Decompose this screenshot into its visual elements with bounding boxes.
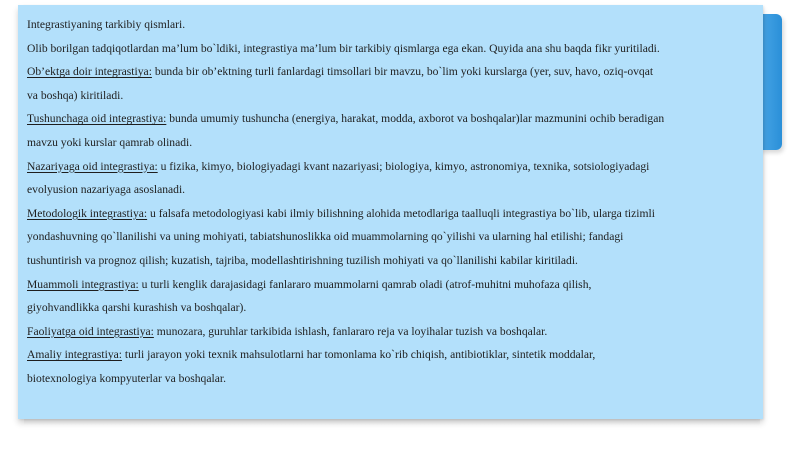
term-metodologik: Metodologik integrastiya: — [27, 206, 148, 220]
content-panel — [18, 5, 763, 419]
item-metodologik-line-2: yondashuvning qo`llanilishi va uning mohiyati, tabiatshunoslikka oid muammolarning qo`yilishi va ularning hal etilishi; fandagi — [27, 230, 624, 244]
item-muammoli-line-2: giyohvandlikka qarshi kurashish va boshqalar). — [27, 301, 247, 315]
item-objekt-line-1: Ob’ektga doir integrastiya: bunda bir ob’ektning turli fanlardagi timsollari bir mavzu, bo`lim yoki kurslarga (yer, suv, havo, oziq-ovqat — [27, 65, 654, 79]
item-tushuncha-line-2: mavzu yoki kurslar qamrab olinadi. — [27, 135, 193, 149]
term-amaliy: Amaliy integrastiya: — [27, 348, 122, 362]
item-metodologik-line-3: tushuntirish va prognoz qilish; kuzatish, tajriba, modellashtirishning tuzilish mohiyati va qo`llanilishi kabilar kiritiladi. — [27, 253, 578, 267]
item-metodologik-line-1: Metodologik integrastiya: u falsafa metodologiyasi kabi ilmiy bilishning alohida metodlariga taalluqli integrastiya bo`lib, ularga tizimli — [27, 206, 655, 220]
panel-shadow — [24, 419, 760, 425]
term-faoliyat: Faoliyatga oid integrastiya: — [27, 324, 154, 338]
decorative-tab — [760, 14, 782, 150]
item-nazariya-line-1: Nazariyaga oid integrastiya: u fizika, kimyo, biologiyadagi kvant nazariyasi; biologiya, kimyo, astronomiya, texnika, sotsiologiyadagi — [27, 159, 650, 173]
item-amaliy-line-2: biotexnologiya kompyuterlar va boshqalar. — [27, 371, 226, 385]
term-muammoli: Muammoli integrastiya: — [27, 277, 139, 291]
item-amaliy-line-1: Amaliy integrastiya: turli jarayon yoki texnik mahsulotlarni har tomonlama ko`rib chiqish, antibiotiklar, sintetik moddalar, — [27, 348, 596, 362]
item-muammoli-line-1: Muammoli integrastiya: u turli kenglik darajasidagi fanlararo muammolarni qamrab oladi (atrof-muhitni muhofaza qilish, — [27, 277, 592, 291]
text-body — [27, 13, 757, 391]
term-objekt: Ob’ektga doir integrastiya: — [27, 65, 152, 79]
heading: Integrastiyaning tarkibiy qismlari. — [27, 18, 186, 31]
item-objekt-line-2: va boshqa) kiritiladi. — [27, 88, 124, 102]
intro-paragraph: Olib borilgan tadqiqotlardan ma’lum bo`ldiki, integrastiya ma’lum bir tarkibiy qismlarga ega ekan. Quyida ana shu baqda fikr yuritiladi. — [27, 41, 660, 55]
item-nazariya-line-2: evolyusion nazariyaga asoslanadi. — [27, 183, 186, 197]
term-nazariya: Nazariyaga oid integrastiya: — [27, 159, 158, 173]
item-tushuncha-line-1: Tushunchaga oid integrastiya: bunda umumiy tushuncha (energiya, harakat, modda, axborot va boshqalar)lar mazmunini ochib beradigan — [27, 112, 665, 126]
item-faoliyat-line-1: Faoliyatga oid integrastiya: munozara, guruhlar tarkibida ishlash, fanlararo reja va loyihalar tuzish va boshqalar. — [27, 324, 548, 338]
term-tushuncha: Tushunchaga oid integrastiya: — [27, 112, 167, 126]
